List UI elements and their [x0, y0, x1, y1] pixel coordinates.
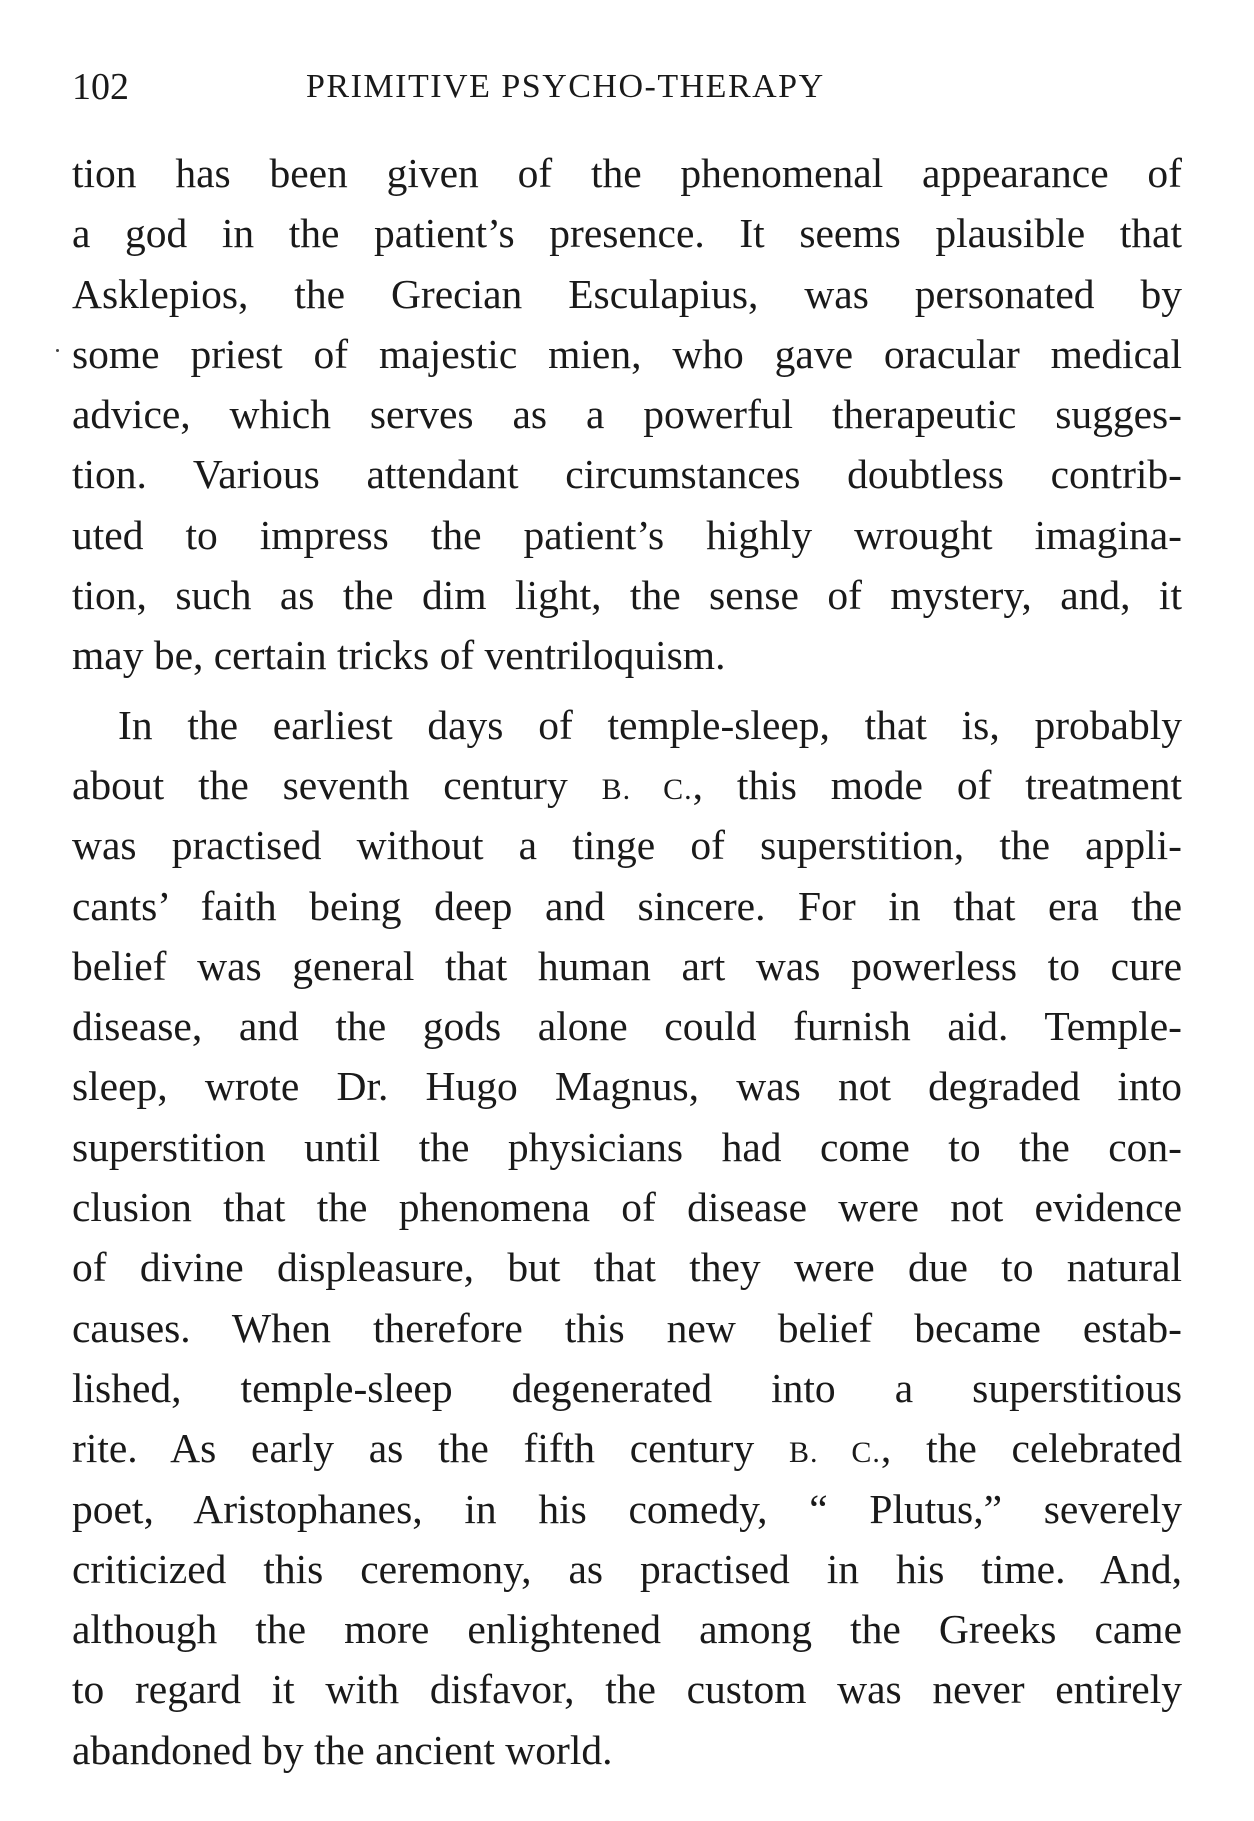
text-line: clusion that the phenomena of disease were not evidence: [72, 1184, 1182, 1231]
text-line: advice, which serves as a powerful therapeutic sugges-: [72, 391, 1182, 438]
text-line: criticized this ceremony, as practised in his time. And,: [72, 1545, 1182, 1592]
body-text: [72, 143, 1182, 1780]
text-line: poet, Aristophanes, in his comedy, “ Plutus,” severely: [72, 1485, 1182, 1532]
text-line: [72, 755, 1182, 815]
text-line: Asklepios, the Grecian Esculapius, was personated by: [72, 270, 1182, 317]
text-line: causes. When therefore this new belief became estab-: [72, 1304, 1182, 1351]
era-abbreviation: B. C.: [601, 772, 693, 806]
text-line: a god in the patient’s presence. It seems plausible that: [72, 210, 1182, 257]
text-line: some priest of majestic mien, who gave oracular medical: [72, 330, 1182, 377]
stray-ink-mark: [56, 349, 59, 352]
text-line: lished, temple-sleep degenerated into a superstitious: [72, 1364, 1182, 1411]
text-line: In the earliest days of temple-sleep, that is, probably: [118, 701, 1182, 748]
text-line: sleep, wrote Dr. Hugo Magnus, was not degraded into: [72, 1063, 1182, 1110]
era-abbreviation: B. C.: [789, 1436, 881, 1470]
running-title: PRIMITIVE PSYCHO-THERAPY: [306, 68, 825, 105]
text-line: uted to impress the patient’s highly wrought imagina-: [72, 511, 1182, 558]
text-line: cants’ faith being deep and sincere. For in that era the: [72, 882, 1182, 929]
text-line: superstition until the physicians had come to the con-: [72, 1123, 1182, 1170]
text-line: belief was general that human art was powerless to cure: [72, 942, 1182, 989]
text-segment: , the celebrated: [880, 1425, 1182, 1472]
paragraph-2: [72, 695, 1182, 1780]
text-line: may be, certain tricks of ventriloquism.: [72, 632, 726, 679]
text-segment: rite. As early as the fifth century: [72, 1425, 755, 1472]
text-line: tion has been given of the phenomenal appearance of: [72, 150, 1182, 196]
text-line: to regard it with disfavor, the custom was never entirely: [72, 1666, 1182, 1713]
text-line: [72, 1418, 1182, 1478]
text-line: of divine displeasure, but that they were due to natural: [72, 1244, 1182, 1291]
text-line: although the more enlightened among the Greeks came: [72, 1606, 1182, 1653]
paragraph-1: [72, 143, 1182, 686]
page-number: 102: [72, 66, 129, 108]
text-line: tion, such as the dim light, the sense of mystery, and, it: [72, 572, 1182, 619]
text-line: abandoned by the ancient world.: [72, 1726, 613, 1773]
page-header: [72, 62, 1182, 112]
text-segment: , this mode of treatment: [692, 761, 1182, 808]
text-segment: about the seventh century: [72, 761, 568, 808]
text-line: tion. Various attendant circumstances doubtless contrib-: [72, 451, 1182, 498]
text-line: disease, and the gods alone could furnish aid. Temple-: [72, 1003, 1182, 1050]
text-line: was practised without a tinge of superstition, the appli-: [72, 822, 1182, 869]
